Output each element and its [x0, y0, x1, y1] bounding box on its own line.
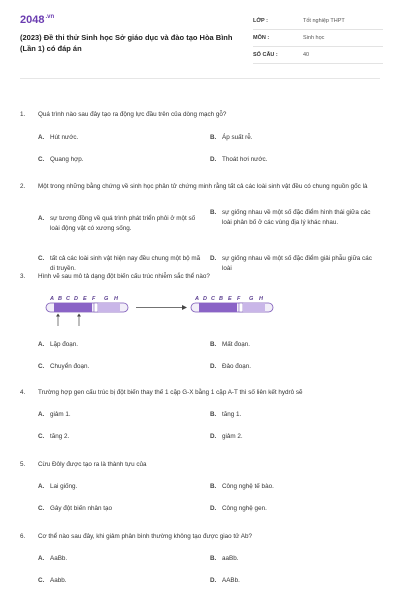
document-header [20, 14, 380, 76]
option-letter: A. [38, 215, 45, 222]
option-letter: D. [210, 255, 217, 262]
chromosome-after-band [243, 303, 265, 312]
gene-label-before: A [50, 296, 54, 302]
option-d[interactable] [210, 576, 375, 586]
question-number: 6. [20, 533, 26, 540]
option-text: Công nghệ tế bào. [222, 483, 274, 490]
option-a[interactable] [38, 214, 203, 233]
transformation-arrow-head [182, 305, 187, 310]
option-letter: C. [38, 505, 45, 512]
gene-label-after: F [237, 296, 241, 302]
exam-info [253, 16, 383, 67]
gene-label-before: H [114, 296, 118, 302]
option-text: Đảo đoạn. [222, 363, 252, 370]
option-letter: C. [38, 255, 45, 262]
option-letter: B. [210, 134, 217, 141]
option-b[interactable] [210, 554, 375, 564]
option-letter: B. [210, 341, 217, 348]
option-letter: A. [38, 483, 45, 490]
option-letter: B. [210, 209, 217, 216]
question-number: 3. [20, 273, 26, 280]
option-d[interactable] [210, 504, 375, 514]
option-text: Áp suất rễ. [222, 134, 253, 141]
option-text: tăng 1. [222, 411, 242, 418]
option-a[interactable] [38, 482, 198, 492]
class-label: LỚP : [253, 18, 268, 24]
gene-label-before: C [66, 296, 70, 302]
question-5 [20, 460, 380, 512]
question-count-value: 40 [303, 52, 310, 58]
gene-label-after: B [219, 296, 223, 302]
question-number: 5. [20, 461, 26, 468]
question-number: 2. [20, 183, 26, 190]
option-letter: A. [38, 411, 45, 418]
question-text: Cơ thể nào sau đây, khi giảm phân bình thường không tạo được giao tử Ab? [38, 533, 252, 540]
question-text: Một trong những bằng chứng về sinh học phân tử chứng minh rằng tất cả các loài sinh vật đều có chung nguồn gốc là [38, 183, 368, 190]
option-a[interactable] [38, 340, 198, 350]
gene-label-after: G [249, 296, 254, 302]
chromosome-before-band [98, 303, 120, 312]
question-stem [20, 110, 380, 120]
question-text: Trường hợp gen cấu trúc bị đột biến thay thế 1 cặp G-X bằng 1 cặp A-T thì số liên kết hydrô sẽ [38, 389, 303, 396]
option-text: giảm 2. [222, 433, 243, 440]
option-c[interactable] [38, 576, 198, 586]
gene-label-after: A [195, 296, 199, 302]
gene-label-after: D [203, 296, 207, 302]
question-6 [20, 532, 380, 584]
option-letter: B. [210, 483, 217, 490]
question-number: 4. [20, 389, 26, 396]
centromere-before [94, 303, 98, 312]
option-text: AaBb. [50, 555, 68, 562]
question-4 [20, 388, 380, 440]
option-text: sự tương đồng về quá trình phát triển phôi ở một số loài động vật có xương sống. [50, 215, 196, 232]
centromere-after [239, 303, 243, 312]
question-stem [20, 460, 380, 470]
option-text: Thoát hơi nước. [222, 156, 268, 163]
option-text: aaBb. [222, 555, 239, 562]
option-letter: B. [210, 411, 217, 418]
option-b[interactable] [210, 410, 375, 420]
option-letter: D. [210, 577, 217, 584]
class-value: Tốt nghiệp THPT [303, 18, 345, 24]
option-text: tăng 2. [50, 433, 70, 440]
option-c[interactable] [38, 155, 198, 165]
option-text: AABb. [222, 577, 240, 584]
breakpoint-arrow-head [56, 314, 60, 317]
logo-text: 2048 [20, 14, 45, 26]
option-letter: C. [38, 433, 45, 440]
document-title: (2023) Đề thi thử Sinh học Sở giáo dục và đào tạo Hòa Bình (Lần 1) có đáp án [20, 33, 233, 53]
option-text: Mất đoạn. [222, 341, 251, 348]
gene-label-before: E [83, 296, 87, 302]
option-c[interactable] [38, 432, 198, 442]
header-divider [20, 78, 380, 79]
option-letter: C. [38, 577, 45, 584]
subject-value: Sinh học [303, 35, 325, 41]
question-3 [20, 272, 380, 370]
chromosome-after-band [199, 303, 237, 312]
option-text: sự giống nhau về một số đặc điểm giải phẫu giữa các loài [222, 255, 372, 272]
gene-label-after: H [259, 296, 263, 302]
option-a[interactable] [38, 410, 198, 420]
option-c[interactable] [38, 504, 198, 514]
gene-label-after: E [228, 296, 232, 302]
option-text: giảm 1. [50, 411, 71, 418]
option-text: Chuyển đoạn. [50, 363, 90, 370]
option-d[interactable] [210, 254, 375, 273]
question-count-label: SỐ CÂU : [253, 52, 278, 58]
option-letter: D. [210, 363, 217, 370]
logo-text: .vn [45, 14, 55, 21]
gene-label-before: G [104, 296, 109, 302]
option-b[interactable] [210, 340, 375, 350]
option-text: Lặp đoạn. [50, 341, 79, 348]
option-a[interactable] [38, 554, 198, 564]
chromosome-before-band [54, 303, 92, 312]
option-letter: D. [210, 156, 217, 163]
question-text: Cừu Đôly được tạo ra là thành tựu của [38, 461, 147, 468]
option-d[interactable] [210, 432, 375, 442]
chromosome-diagram [36, 292, 286, 332]
question-text: Quá trình nào sau đây tạo ra động lực đầu trên của dòng mạch gỗ? [38, 111, 227, 118]
option-b[interactable] [210, 133, 375, 143]
option-b[interactable] [210, 482, 375, 492]
option-text: Lai giống. [50, 483, 78, 490]
gene-label-after: C [211, 296, 215, 302]
option-text: Hút nước. [50, 134, 79, 141]
subject-label: MÔN : [253, 35, 270, 41]
subject-row [253, 33, 383, 47]
option-letter: A. [38, 341, 45, 348]
option-text: Công nghệ gen. [222, 505, 267, 512]
gene-label-before: D [74, 296, 78, 302]
question-stem [20, 272, 380, 282]
option-letter: A. [38, 555, 45, 562]
option-text: Gây đột biến nhân tạo [50, 505, 112, 512]
gene-label-before: B [58, 296, 62, 302]
question-number: 1. [20, 111, 26, 118]
option-letter: C. [38, 363, 45, 370]
question-stem [20, 182, 380, 192]
question-1 [20, 110, 380, 163]
site-logo[interactable] [20, 14, 54, 26]
question-stem [20, 532, 380, 542]
option-text: Aabb. [50, 577, 67, 584]
question-2 [20, 182, 380, 272]
class-row [253, 16, 383, 30]
option-b[interactable] [210, 208, 375, 227]
question-stem [20, 388, 380, 398]
option-letter: C. [38, 156, 45, 163]
option-letter: D. [210, 505, 217, 512]
gene-label-before: F [92, 296, 96, 302]
chromosome-diagram-svg [36, 292, 286, 332]
option-d[interactable] [210, 362, 375, 372]
breakpoint-arrow-head [77, 314, 81, 317]
option-text: sự giống nhau về một số đặc điểm hình thái giữa các loài phân bố ở các vùng địa lý khác nhau. [222, 209, 371, 226]
question-count-row [253, 50, 383, 64]
option-letter: B. [210, 555, 217, 562]
option-c[interactable] [38, 362, 198, 372]
question-text: Hình vẽ sau mô tả dạng đột biến cấu trúc nhiễm sắc thể nào? [38, 273, 210, 280]
option-letter: A. [38, 134, 45, 141]
option-a[interactable] [38, 133, 198, 143]
option-c[interactable] [38, 254, 203, 273]
option-text: Quang hợp. [50, 156, 84, 163]
option-text: tất cả các loài sinh vật hiện nay đều chung một bộ mã di truyền. [50, 255, 201, 272]
option-d[interactable] [210, 155, 375, 165]
option-letter: D. [210, 433, 217, 440]
